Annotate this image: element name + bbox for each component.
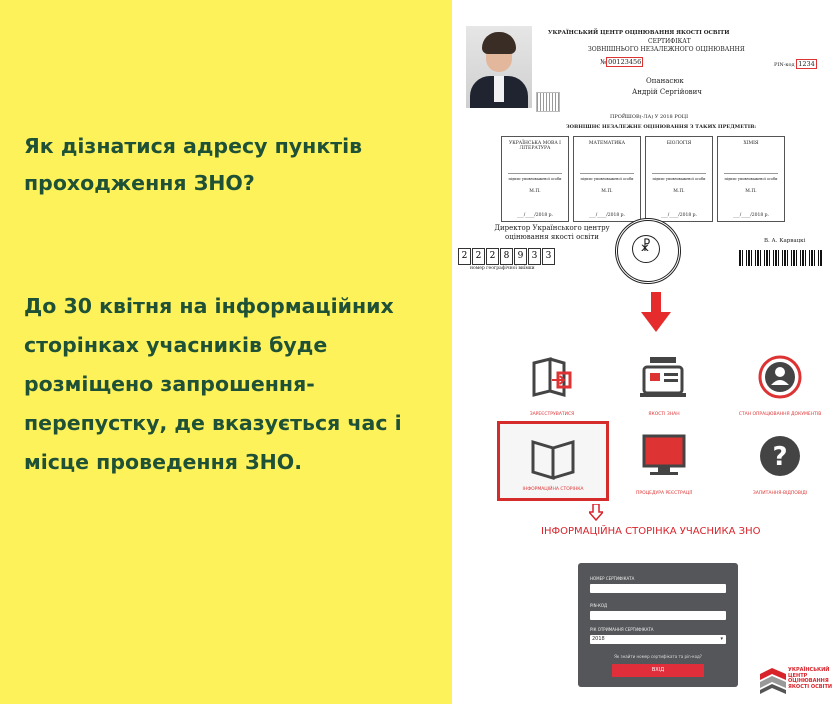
- year-label: РІК ОТРИМАННЯ СЕРТИФІКАТА: [590, 627, 654, 632]
- subjects-table: [501, 136, 789, 226]
- ucoyo-logo: УКРАЇНСЬКИЙ ЦЕНТР ОЦІНЮВАННЯ ЯКОСТІ ОСВІТИ: [758, 666, 838, 698]
- subject-cell: МАТЕМАТИКА підпис уповноваженої особи М.П. ___/____/2018 р.: [573, 136, 641, 222]
- question-icon: [730, 424, 830, 486]
- tile-info-page[interactable]: ІНФОРМАЦІЙНА СТОРІНКА: [497, 421, 609, 501]
- cert-name: Андрій Сергійович: [632, 88, 702, 96]
- geo-caption: номер географічної виїмки: [470, 266, 535, 271]
- subject-cell: УКРАЇНСЬКА МОВА І ЛІТЕРАТУРА підпис уповноваженої особи М.П. ___/____/2018 р.: [501, 136, 569, 222]
- cert-subtitle: ЗОВНІШНЬОГО НЕЗАЛЕЖНОГО ОЦІНЮВАННЯ: [588, 46, 745, 53]
- forgot-link[interactable]: Як знайти номер сертифіката та pin-код?: [614, 654, 702, 659]
- cert-number-input[interactable]: [590, 584, 726, 593]
- info-page-title: ІНФОРМАЦІЙНА СТОРІНКА УЧАСНИКА ЗНО: [541, 526, 761, 537]
- seal-icon: ☧: [615, 218, 681, 284]
- tile-registration[interactable]: ПРОЦЕДУРА РЕЄСТРАЦІЇ: [614, 424, 714, 498]
- answer-text: До 30 квітня на інформаційних сторінках учасників буде розміщено запрошення-перепустку, де вказується час і місце проведення ЗНО.: [24, 294, 402, 474]
- logo-icon: [758, 666, 788, 694]
- cert-number: № 00123456: [600, 58, 642, 66]
- cert-director-name: В. А. Карвацкі: [764, 238, 806, 244]
- small-arrow-down-icon: [589, 504, 603, 522]
- cert-number-label: НОМЕР СЕРТИФІКАТА: [590, 576, 635, 581]
- cert-director: Директор Українського центру оцінювання якості освіти: [494, 224, 610, 241]
- geo-digits: 2 2 2 8 9 3 3: [458, 248, 556, 265]
- tile-register[interactable]: ЗАРЕЄСТРУВАТИСЯ: [502, 345, 602, 419]
- participant-photo: [466, 26, 532, 108]
- year-select[interactable]: 2018 ▾: [590, 635, 726, 644]
- svg-text:?: ?: [772, 442, 788, 472]
- open-book-icon: [503, 428, 603, 486]
- cert-org: УКРАЇНСЬКИЙ ЦЕНТР ОЦІНЮВАННЯ ЯКОСТІ ОСВІТИ: [548, 30, 730, 36]
- cert-exam: ЗОВНІШНЄ НЕЗАЛЕЖНЕ ОЦІНЮВАННЯ З ТАКИХ ПРЕДМЕТІВ:: [566, 124, 757, 130]
- tile-faq[interactable]: ? ЗАПИТАННЯ-ВІДПОВІДІ: [730, 424, 830, 498]
- login-button[interactable]: ВХІД: [612, 664, 704, 677]
- login-form: [578, 563, 738, 687]
- cert-surname: Опанасюк: [646, 77, 684, 85]
- tile-documents[interactable]: СТАН ОПРАЦЮВАННЯ ДОКУМЕНТІВ: [730, 345, 830, 419]
- red-arrow-down-icon: [641, 292, 671, 334]
- pin-input[interactable]: [590, 611, 726, 620]
- book-login-icon: [502, 345, 602, 407]
- subject-cell: БІОЛОГІЯ підпис уповноваженої особи М.П. ___/____/2018 р.: [645, 136, 713, 222]
- tile-knowledge[interactable]: ЯКОСТІ ЗНАН: [614, 345, 714, 419]
- barcode-icon: [739, 250, 823, 266]
- subject-cell: ХІМІЯ підпис уповноваженої особи М.П. ___/____/2018 р.: [717, 136, 785, 222]
- cash-register-icon: [614, 345, 714, 407]
- cert-pin: PIN-код 1234: [774, 60, 815, 68]
- hologram-icon: [536, 92, 560, 112]
- chevron-down-icon: ▾: [720, 636, 723, 642]
- user-icon: [730, 345, 830, 407]
- pin-label: PIN-КОД: [590, 603, 608, 608]
- cert-title: СЕРТИФІКАТ: [648, 38, 691, 45]
- cert-passed: ПРОЙШОВ(-ЛА) У 2018 РОЦІ: [610, 114, 689, 120]
- monitor-icon: [614, 424, 714, 486]
- question-heading: Як дізнатися адресу пунктів проходження ЗНО?: [24, 134, 363, 195]
